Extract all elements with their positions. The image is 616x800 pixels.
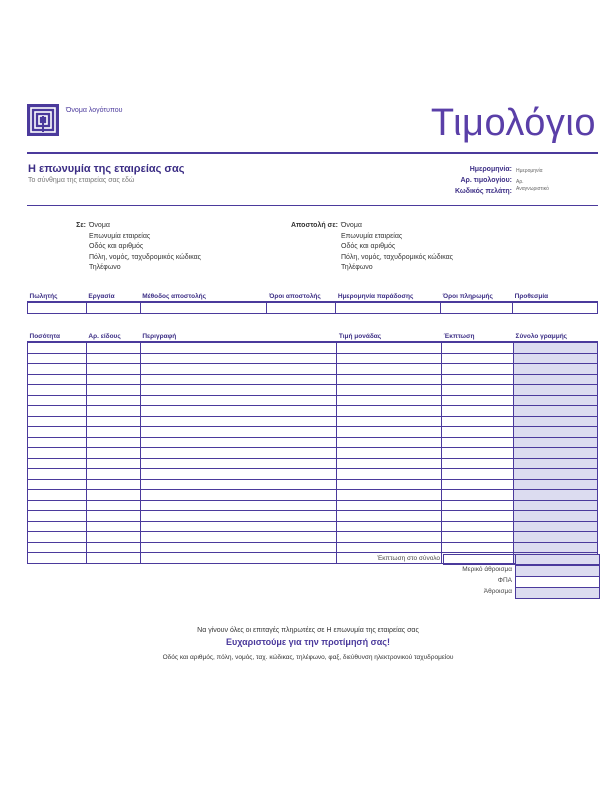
line-item-cell[interactable]: [337, 500, 442, 511]
line-item-cell[interactable]: [28, 374, 87, 385]
table-row: [28, 395, 598, 406]
ship-to-street[interactable]: Οδός και αριθμός: [341, 243, 396, 250]
line-item-cell[interactable]: [337, 511, 442, 522]
table-row: [28, 385, 598, 396]
table-row: [28, 374, 598, 385]
line-item-cell[interactable]: [337, 469, 442, 480]
line-item-cell[interactable]: [514, 342, 598, 353]
line-item-cell[interactable]: [28, 553, 87, 564]
line-item-cell[interactable]: [28, 385, 87, 396]
line-item-cell[interactable]: [86, 406, 140, 417]
ship-to-company[interactable]: Επωνυμία εταιρείας: [341, 232, 403, 240]
discount-total-field[interactable]: [443, 554, 517, 565]
table-row: [28, 437, 598, 448]
ship-to-name[interactable]: Όνομα: [341, 222, 362, 229]
col-quantity: Ποσότητα: [28, 332, 87, 342]
line-item-cell[interactable]: [514, 427, 598, 438]
cell-input[interactable]: [267, 302, 336, 313]
company-name: Η επωνυμία της εταιρείας σας: [28, 163, 185, 175]
line-item-cell[interactable]: [28, 427, 87, 438]
col-unit-price: Τιμή μονάδας: [337, 332, 442, 342]
line-item-cell[interactable]: [514, 374, 598, 385]
line-item-cell[interactable]: [514, 395, 598, 406]
line-item-cell[interactable]: [140, 458, 337, 469]
line-item-cell[interactable]: [140, 521, 337, 532]
table-row: [28, 353, 598, 364]
line-item-cell[interactable]: [514, 353, 598, 364]
line-item-cell[interactable]: [86, 353, 140, 364]
col-line-total: Σύνολο γραμμής: [514, 332, 598, 342]
line-item-cell[interactable]: [86, 553, 140, 564]
line-item-cell[interactable]: [86, 437, 140, 448]
line-items-header: [28, 332, 598, 342]
col-discount: Έκπτωση: [442, 332, 514, 342]
line-item-cell[interactable]: [442, 542, 514, 553]
logo-icon: [27, 104, 59, 136]
line-item-cell[interactable]: [514, 364, 598, 375]
line-item-cell[interactable]: [337, 406, 442, 417]
line-item-cell[interactable]: [86, 416, 140, 427]
col-shipping-terms: Όροι αποστολής: [267, 292, 336, 302]
line-item-cell[interactable]: [140, 385, 337, 396]
cell-input[interactable]: [140, 302, 267, 313]
address-divider: [27, 205, 598, 206]
line-item-cell[interactable]: [140, 416, 337, 427]
line-item-cell[interactable]: [514, 416, 598, 427]
shipping-info-row: [28, 302, 598, 313]
line-item-cell[interactable]: [514, 521, 598, 532]
bill-to-phone[interactable]: Τηλέφωνο: [89, 264, 121, 271]
line-item-cell[interactable]: [514, 448, 598, 459]
line-item-cell[interactable]: [442, 437, 514, 448]
line-item-cell[interactable]: [442, 479, 514, 490]
line-item-cell[interactable]: [442, 469, 514, 480]
line-item-cell[interactable]: [442, 511, 514, 522]
customer-id-value[interactable]: Αναγνωριστικό: [516, 186, 549, 192]
line-item-cell[interactable]: [442, 500, 514, 511]
table-row: [28, 479, 598, 490]
line-item-cell[interactable]: [337, 364, 442, 375]
line-item-cell[interactable]: [140, 532, 337, 543]
table-row: [28, 342, 598, 353]
line-item-cell[interactable]: [140, 511, 337, 522]
line-item-cell[interactable]: [28, 521, 87, 532]
table-row: [28, 490, 598, 501]
table-row: [28, 500, 598, 511]
company-slogan: Το σύνθημα της εταιρείας σας εδώ: [28, 177, 135, 184]
col-item-number: Αρ. είδους: [86, 332, 140, 342]
line-item-cell[interactable]: [28, 469, 87, 480]
line-item-cell[interactable]: [140, 374, 337, 385]
table-row: [28, 521, 598, 532]
line-item-cell[interactable]: [514, 406, 598, 417]
line-item-cell[interactable]: [514, 385, 598, 396]
line-item-cell[interactable]: [86, 458, 140, 469]
col-due-date: Προθεσμία: [513, 292, 598, 302]
line-item-cell[interactable]: [86, 395, 140, 406]
col-job: Εργασία: [86, 292, 140, 302]
bill-to-address: [89, 221, 201, 274]
line-item-cell[interactable]: [140, 364, 337, 375]
thank-you-message: Ευχαριστούμε για την προτίμησή σας!: [226, 637, 390, 647]
table-row: [28, 458, 598, 469]
bill-to-label: Σε:: [76, 222, 86, 229]
line-item-cell[interactable]: [337, 395, 442, 406]
line-item-cell[interactable]: [337, 521, 442, 532]
line-item-cell[interactable]: [140, 342, 337, 353]
line-item-cell[interactable]: [28, 437, 87, 448]
line-item-cell[interactable]: [514, 511, 598, 522]
vat-label: ΦΠΑ: [497, 577, 512, 584]
line-item-cell[interactable]: [28, 448, 87, 459]
customer-id-label: Κωδικός πελάτη:: [454, 188, 512, 195]
total-label: Άθροισμα: [483, 588, 512, 595]
date-label: Ημερομηνία:: [469, 166, 512, 173]
line-item-cell[interactable]: [442, 395, 514, 406]
date-value[interactable]: Ημερομηνία: [516, 168, 543, 174]
line-item-cell[interactable]: [28, 342, 87, 353]
invoice-number-value[interactable]: Αρ.: [516, 179, 524, 185]
line-item-cell[interactable]: [140, 500, 337, 511]
col-shipping-method: Μέθοδος αποστολής: [140, 292, 267, 302]
line-item-cell[interactable]: [28, 511, 87, 522]
line-item-cell[interactable]: [86, 511, 140, 522]
subtotal-label: Μερικό άθροισμα: [462, 566, 512, 573]
line-item-cell[interactable]: [514, 458, 598, 469]
cell-input[interactable]: [86, 302, 140, 313]
line-item-cell[interactable]: [28, 353, 87, 364]
ship-to-phone[interactable]: Τηλέφωνο: [341, 264, 373, 271]
line-item-cell[interactable]: [514, 479, 598, 490]
line-item-cell[interactable]: [514, 469, 598, 480]
line-item-cell[interactable]: [337, 542, 442, 553]
line-item-cell[interactable]: [28, 490, 87, 501]
line-item-cell[interactable]: [86, 490, 140, 501]
line-item-cell[interactable]: [86, 532, 140, 543]
bill-to-company[interactable]: Επωνυμία εταιρείας: [89, 232, 151, 240]
line-item-cell[interactable]: [86, 469, 140, 480]
bill-to-city[interactable]: Πόλη, νομός, ταχυδρομικός κώδικας: [89, 253, 202, 261]
line-item-cell[interactable]: [442, 458, 514, 469]
line-item-cell[interactable]: [140, 427, 337, 438]
line-item-cell[interactable]: [140, 448, 337, 459]
line-item-cell[interactable]: [337, 353, 442, 364]
table-row: [28, 364, 598, 375]
line-item-cell[interactable]: [337, 479, 442, 490]
shipping-info-header: [28, 292, 598, 302]
line-item-cell[interactable]: [140, 490, 337, 501]
line-item-cell[interactable]: [28, 395, 87, 406]
line-item-cell[interactable]: [28, 406, 87, 417]
table-row: [28, 542, 598, 553]
line-item-cell[interactable]: [337, 458, 442, 469]
line-item-cell[interactable]: [28, 416, 87, 427]
line-item-cell[interactable]: [442, 406, 514, 417]
total-value[interactable]: [515, 587, 600, 599]
line-item-cell[interactable]: [514, 500, 598, 511]
line-item-cell[interactable]: [442, 364, 514, 375]
line-item-cell[interactable]: [140, 395, 337, 406]
line-item-cell[interactable]: [442, 521, 514, 532]
ship-to-address: [341, 221, 453, 274]
line-item-cell[interactable]: [86, 479, 140, 490]
line-item-cell[interactable]: [337, 490, 442, 501]
cell-input[interactable]: [441, 302, 513, 313]
line-item-cell[interactable]: [337, 437, 442, 448]
table-row: [28, 532, 598, 543]
line-item-cell[interactable]: [28, 479, 87, 490]
line-item-cell[interactable]: [337, 342, 442, 353]
table-row: [28, 511, 598, 522]
cell-input[interactable]: [336, 302, 441, 313]
table-row: [28, 427, 598, 438]
line-item-cell[interactable]: [86, 542, 140, 553]
line-item-cell[interactable]: [140, 406, 337, 417]
line-items-table: [27, 332, 598, 564]
line-item-cell[interactable]: [442, 490, 514, 501]
bill-to-street[interactable]: Οδός και αριθμός: [89, 243, 144, 250]
line-item-cell[interactable]: [442, 532, 514, 543]
line-item-cell[interactable]: [514, 490, 598, 501]
line-item-cell[interactable]: [28, 532, 87, 543]
line-item-cell[interactable]: [442, 416, 514, 427]
line-item-cell[interactable]: [442, 427, 514, 438]
line-item-cell[interactable]: [442, 342, 514, 353]
line-item-cell[interactable]: [140, 479, 337, 490]
discount-total-label: Έκπτωση στο σύνολο: [377, 555, 440, 562]
line-item-cell[interactable]: [337, 385, 442, 396]
table-row: [28, 448, 598, 459]
line-item-cell[interactable]: [86, 342, 140, 353]
cell-input[interactable]: [513, 302, 598, 313]
col-salesperson: Πωλητής: [28, 292, 87, 302]
bill-to-name[interactable]: Όνομα: [89, 222, 110, 229]
line-item-cell[interactable]: [140, 469, 337, 480]
line-item-cell[interactable]: [514, 437, 598, 448]
line-item-cell[interactable]: [28, 542, 87, 553]
line-item-cell[interactable]: [86, 427, 140, 438]
ship-to-label: Αποστολή σε:: [290, 222, 338, 229]
cell-input[interactable]: [28, 302, 87, 313]
logo-text: Όνομα λογότυπου: [66, 107, 123, 114]
table-row: [28, 469, 598, 480]
line-item-cell[interactable]: [86, 364, 140, 375]
line-item-cell[interactable]: [337, 374, 442, 385]
col-description: Περιγραφή: [140, 332, 337, 342]
line-item-cell[interactable]: [442, 374, 514, 385]
line-item-cell[interactable]: [86, 500, 140, 511]
line-item-cell[interactable]: [337, 416, 442, 427]
line-item-cell[interactable]: [86, 448, 140, 459]
line-item-cell[interactable]: [28, 364, 87, 375]
line-item-cell[interactable]: [140, 542, 337, 553]
header-divider: [27, 152, 598, 154]
line-item-cell[interactable]: [442, 353, 514, 364]
line-item-cell[interactable]: [337, 427, 442, 438]
line-item-cell[interactable]: [140, 437, 337, 448]
line-item-cell[interactable]: [442, 385, 514, 396]
ship-to-city[interactable]: Πόλη, νομός, ταχυδρομικός κώδικας: [341, 253, 454, 261]
col-delivery-date: Ημερομηνία παράδοσης: [336, 292, 441, 302]
col-payment-terms: Όροι πληρωμής: [441, 292, 513, 302]
table-row: [28, 416, 598, 427]
company-contact-address: Οδός και αριθμός, πόλη, νομός, ταχ. κώδικας, τηλέφωνο, φαξ, διεύθυνση ηλεκτρονικού ταχυδρομείου: [162, 654, 454, 661]
table-row: [28, 406, 598, 417]
line-item-cell[interactable]: [86, 521, 140, 532]
line-item-cell[interactable]: [86, 374, 140, 385]
payable-note: Να γίνουν όλες οι επιταγές πληρωτέες σε Η επωνυμία της εταιρείας σας: [197, 627, 419, 634]
line-item-cell[interactable]: [28, 458, 87, 469]
invoice-number-label: Αρ. τιμολογίου:: [460, 177, 512, 184]
discount-total-value[interactable]: [515, 554, 600, 565]
line-item-cell[interactable]: [514, 532, 598, 543]
line-item-cell[interactable]: [514, 542, 598, 553]
line-item-cell[interactable]: [442, 448, 514, 459]
line-item-cell[interactable]: [337, 448, 442, 459]
invoice-title: Τιμολόγιο: [430, 102, 596, 144]
line-item-cell[interactable]: [337, 532, 442, 543]
line-item-cell[interactable]: [28, 500, 87, 511]
shipping-info-table: [27, 292, 598, 314]
line-item-cell[interactable]: [86, 385, 140, 396]
line-item-cell[interactable]: [140, 353, 337, 364]
